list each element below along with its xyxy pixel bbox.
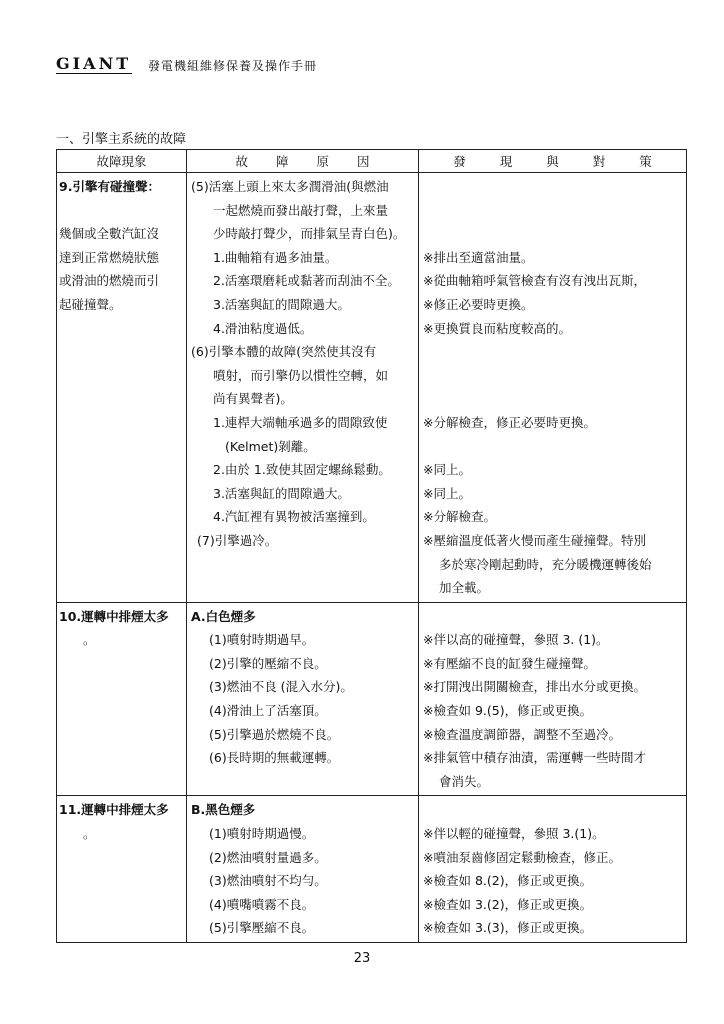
remedy-line: ※分解檢查，修正必要時更換。 — [423, 414, 596, 430]
remedy-cell — [419, 602, 687, 796]
cause-line: 4.汽缸裡有異物被活塞撞到。 — [213, 509, 375, 525]
cause-cell — [187, 602, 419, 796]
remedy-line: ※檢查如 3.(3)，修正或更換。 — [423, 920, 593, 936]
remedy-line — [421, 199, 684, 223]
table-row — [57, 602, 687, 796]
section-title: 一、引擎主系統的故障 — [56, 132, 187, 147]
cause-cell — [187, 796, 419, 943]
phenomenon-cell — [57, 602, 187, 796]
table-row — [57, 173, 687, 603]
cause-line: 少時敲打聲少，而排氣呈青白色)。 — [213, 226, 406, 242]
remedy-line — [421, 387, 684, 411]
remedy-line — [421, 222, 684, 246]
phenomenon-line: 9.引擎有碰撞聲： — [59, 179, 160, 194]
phenomenon-line: 。 — [83, 632, 96, 648]
remedy-line: 多於寒冷剛起動時，充分暖機運轉後始 — [439, 556, 652, 572]
remedy-line: ※檢查如 8.(2)，修正或更換。 — [423, 873, 593, 889]
header-cause — [187, 150, 419, 173]
remedy-line: ※伴以輕的碰撞聲，參照 3.(1)。 — [423, 826, 605, 842]
remedy-line: ※檢查如 3.(2)，修正或更換。 — [423, 896, 593, 912]
header-cause-text: 故障原因 — [235, 154, 398, 169]
remedy-line — [421, 798, 684, 822]
troubleshooting-table — [56, 149, 687, 943]
remedy-line: ※有壓縮不良的缸發生碰撞聲。 — [423, 655, 596, 671]
remedy-line — [421, 364, 684, 388]
remedy-line: ※同上。 — [423, 462, 471, 478]
remedy-line: ※分解檢查。 — [423, 509, 496, 525]
phenomenon-cell — [57, 173, 187, 603]
cause-line: 1.曲軸箱有過多油量。 — [213, 249, 338, 265]
phenomenon-line: 達到正常燃燒狀態 — [59, 249, 160, 265]
cause-line: 一起燃燒而發出敲打聲，上來量 — [213, 202, 389, 218]
remedy-line: ※排氣管中積存油漬，需運轉一些時間才 — [423, 750, 646, 766]
page-number: 23 — [353, 951, 371, 966]
table-header-row — [57, 150, 687, 173]
table-row — [57, 796, 687, 943]
brand-underline — [56, 73, 132, 74]
remedy-line: ※打開洩出開關檢查，排出水分或更換。 — [423, 679, 646, 695]
remedy-line — [421, 340, 684, 364]
remedy-line: ※檢查溫度調節器，調整不至過冷。 — [423, 726, 621, 742]
remedy-cell — [419, 796, 687, 943]
cause-line: (4)噴嘴噴霧不良。 — [209, 896, 315, 912]
cause-line: (2)引擎的壓縮不良。 — [209, 655, 327, 671]
cause-line — [189, 553, 416, 577]
remedy-line: ※檢查如 9.(5)，修正或更換。 — [423, 703, 593, 719]
remedy-line: ※同上。 — [423, 485, 471, 501]
cause-line: 1.連桿大端軸承過多的間隙致使 — [213, 414, 388, 430]
cause-line — [189, 576, 416, 600]
remedy-line: ※更換質良而粘度較高的。 — [423, 320, 571, 336]
cause-line: 3.活塞與缸的間隙過大。 — [213, 296, 350, 312]
cause-line: (Kelmet)剝離。 — [225, 438, 316, 454]
cause-line: (1)噴射時期過慢。 — [209, 826, 315, 842]
remedy-line — [421, 605, 684, 629]
phenomenon-line — [59, 199, 184, 223]
cause-group-title: B.黑色煙多 — [191, 802, 256, 818]
remedy-line: ※修正必要時更換。 — [423, 296, 534, 312]
header-phenomenon: 故障現象 — [57, 150, 187, 173]
header-remedy — [419, 150, 687, 173]
phenomenon-line: 11.運轉中排煙太多 — [59, 802, 169, 818]
brand-logo-text: GIANT — [56, 54, 132, 73]
phenomenon-line: 10.運轉中排煙太多 — [59, 608, 169, 624]
cause-line: 3.活塞與缸的間隙過大。 — [213, 485, 350, 501]
phenomenon-line: 。 — [83, 826, 96, 842]
cause-group-title: A.白色煙多 — [191, 608, 256, 624]
cause-line: (7)引擎過冷。 — [197, 532, 278, 548]
cause-line: (3)燃油噴射不均勻。 — [209, 873, 327, 889]
cause-line: (4)滑油上了活塞頂。 — [209, 703, 327, 719]
remedy-line: ※排出至適當油量。 — [423, 249, 534, 265]
cause-line: 2.活塞環磨耗或黏著而刮油不全。 — [213, 273, 400, 289]
cause-line: (6)引擎本體的故障(突然使其沒有 — [191, 344, 377, 360]
cause-line — [189, 770, 416, 794]
cause-line: (5)引擎過於燃燒不良。 — [209, 726, 340, 742]
phenomenon-line: 起碰撞聲。 — [59, 296, 122, 312]
cause-line: 尚有異聲者)。 — [213, 391, 293, 407]
page-header — [56, 54, 676, 76]
header-remedy-text: 發現與對策 — [453, 154, 686, 169]
cause-line: (2)燃油噴射量過多。 — [209, 849, 327, 865]
phenomenon-line: 幾個或全數汽缸沒 — [59, 226, 160, 242]
remedy-line: 會消失。 — [439, 773, 490, 789]
remedy-line: ※伴以高的碰撞聲，參照 3. (1)。 — [423, 632, 609, 648]
cause-line: (6)長時期的無載運轉。 — [209, 750, 340, 766]
remedy-cell — [419, 173, 687, 603]
manual-title: 發電機組維修保養及操作手冊 — [148, 59, 318, 73]
phenomenon-line: 或滑油的燃燒而引 — [59, 273, 160, 289]
cause-line: (1)噴射時期過早。 — [209, 632, 315, 648]
cause-line: (3)燃油不良 (混入水分)。 — [209, 679, 353, 695]
cause-line: (5)引擎壓縮不良。 — [209, 920, 315, 936]
cause-cell — [187, 173, 419, 603]
cause-line: 4.滑油粘度過低。 — [213, 320, 313, 336]
remedy-line: 加全載。 — [439, 580, 490, 596]
remedy-line: ※噴油泵齒修固定鬆動檢查，修正。 — [423, 849, 621, 865]
remedy-line — [421, 435, 684, 459]
cause-line: 噴射，而引擎仍以慣性空轉，如 — [213, 367, 389, 383]
remedy-line — [421, 175, 684, 199]
remedy-line: ※壓縮溫度低著火慢而產生碰撞聲。特別 — [423, 532, 646, 548]
remedy-line: ※從曲軸箱呼氣管檢查有沒有洩出瓦斯， — [423, 273, 646, 289]
phenomenon-cell — [57, 796, 187, 943]
cause-line: (5)活塞上頭上來太多潤滑油(與燃油 — [191, 179, 389, 194]
cause-line: 2.由於 1.致使其固定螺絲鬆動。 — [213, 462, 391, 478]
